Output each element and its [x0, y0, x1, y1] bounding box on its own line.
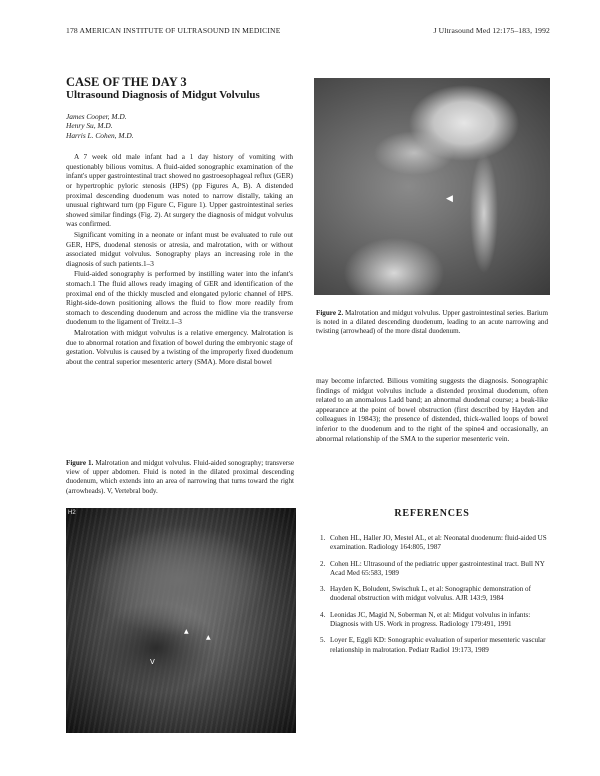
- reference-number: 2.: [320, 559, 326, 568]
- reference-number: 1.: [320, 534, 326, 542]
- author: Harris L. Cohen, M.D.: [66, 130, 134, 140]
- right-column: [316, 376, 548, 444]
- figure-1-caption-text: Malrotation and midgut volvulus. Fluid-aided sonography; transverse view of upper abdomen. Fluid is noted in the dilated proximal descending duodenum, which extends into an area of narrowing that turns toward the right (arrowheads). V, Vertebral body.: [66, 459, 294, 495]
- figure-1-label: Figure 1.: [66, 459, 94, 467]
- header-right: J Ultrasound Med 12:175–183, 1992: [433, 26, 550, 35]
- figure-2-label: Figure 2.: [316, 309, 344, 317]
- author: Henry Su, M.D.: [66, 121, 113, 131]
- body-paragraph: A 7 week old male infant had a 1 day history of vomiting with questionably bilious vomitus. A fluid-aided sonographic examination of the infant's upper gastrointestinal tract showed no gastroesophageal reflux (GER) or hypertrophic pyloric stenosis (HPS) (pp Figures A, B). A distended proximal descending duodenum was noted to narrow distally, taking an unusual rightward turn (pp Figure C, Figure 1). Upper gastrointestinal series showed similar findings (Fig. 2). At surgery the diagnosis of midgut volvulus was confirmed.: [66, 152, 293, 229]
- reference-number: 5.: [320, 636, 326, 645]
- reference-text: Loyer E, Eggli KD: Sonographic evaluation of superior mesenteric vascular relationship in malrotation. Pediatr Radiol 19:173, 1989: [330, 636, 546, 654]
- arrowhead-icon: ◀: [446, 194, 453, 204]
- figure-1-caption: [66, 459, 294, 496]
- arrowhead-icon: ▲: [206, 634, 211, 641]
- reference-text: Cohen HL, Haller JO, Mestel AL, et al: Neonatal duodenum: fluid-aided US examination. Radiology 164:805, 1987: [330, 534, 547, 552]
- reference-item: [320, 560, 548, 579]
- reference-text: Leonidas JC, Magid N, Soberman N, et al: Midgut volvulus in infants: Diagnosis with US. Work in progress. Radiology 179:491, 1991: [330, 610, 531, 629]
- figure-2-caption: [316, 309, 548, 337]
- reference-item: [320, 611, 548, 630]
- body-paragraph: Significant vomiting in a neonate or infant must be evaluated to rule out GER, HPS, duodenal stenosis or atresia, and malrotation, with or without associated midgut volvulus. Sonography plays an increasing role in the diagnosis of such patients.1–3: [66, 229, 293, 268]
- figure-2-caption-text: Malrotation and midgut volvulus. Upper gastrointestinal series. Barium is noted in a dilated descending duodenum, leading to an acute narrowing and twisting (arrowhead) of the more distal duodenum.: [316, 309, 548, 336]
- author: James Cooper, M.D.: [66, 112, 127, 121]
- reference-item: [320, 585, 548, 604]
- reference-number: 3.: [320, 585, 326, 594]
- body-paragraph: Fluid-aided sonography is performed by instilling water into the infant's stomach.1 The fluid allows ready imaging of GER and identification of the proximal end of the thickly muscled and elongated pyloric channel of HPS. Right-side-down positioning allows the fluid to flow more readily from stomach to descending duodenum and across the midline via the transverse duodenum to the ligament of Treitz.1–3: [66, 269, 293, 327]
- arrowhead-icon: ▲: [184, 628, 189, 635]
- reference-list: [320, 534, 548, 662]
- reference-item: [320, 534, 548, 553]
- header-left: 178 AMERICAN INSTITUTE OF ULTRASOUND IN MEDICINE: [66, 26, 281, 35]
- left-column: [66, 76, 293, 367]
- running-header: [66, 26, 550, 35]
- image-tag: H2: [68, 510, 76, 516]
- reference-text: Cohen HL: Ultrasound of the pediatric upper gastrointestinal tract. Bull NY Acad Med 65:583, 1989: [330, 559, 545, 577]
- vertebra-marker: V: [150, 658, 155, 666]
- figure-1-sonogram: [66, 508, 296, 733]
- article-title: Ultrasound Diagnosis of Midgut Volvulus: [66, 89, 260, 101]
- reference-text: Hayden K, Boludent, Swischuk L, et al: Sonographic demonstration of duodenal obstruction with midgut volvulus. AJR 143:9, 1984: [330, 585, 531, 603]
- author-list: [66, 112, 293, 140]
- body-paragraph: Malrotation with midgut volvulus is a relative emergency. Malrotation is due to abnormal rotation and fixation of bowel during the embryonic stage of gestation. Volvulus is caused by a twisting of the improperly fixed duodenum about the central superior mesenteric artery (SMA). More distal bowel: [66, 327, 293, 366]
- case-label: CASE OF THE DAY 3: [66, 75, 187, 89]
- reference-number: 4.: [320, 610, 326, 619]
- body-paragraph: may become infarcted. Bilious vomiting suggests the diagnosis. Sonographic findings of midgut volvulus include a distended proximal duodenum, often related to an anomalous Ladd band; an abnormal duodenal course; a beak-like appearance at the point of bowel obstruction (first described by Hayden and colleagues in 19843); the presence of distended, thick-walled loops of bowel inferior to the duodenum and to the right of the spine4 and occasionally, an abnormal relationship of the SMA to the superior mesenteric vein.: [316, 376, 548, 443]
- references-heading: REFERENCES: [394, 508, 470, 519]
- reference-item: [320, 636, 548, 655]
- figure-2-radiograph: [314, 78, 550, 295]
